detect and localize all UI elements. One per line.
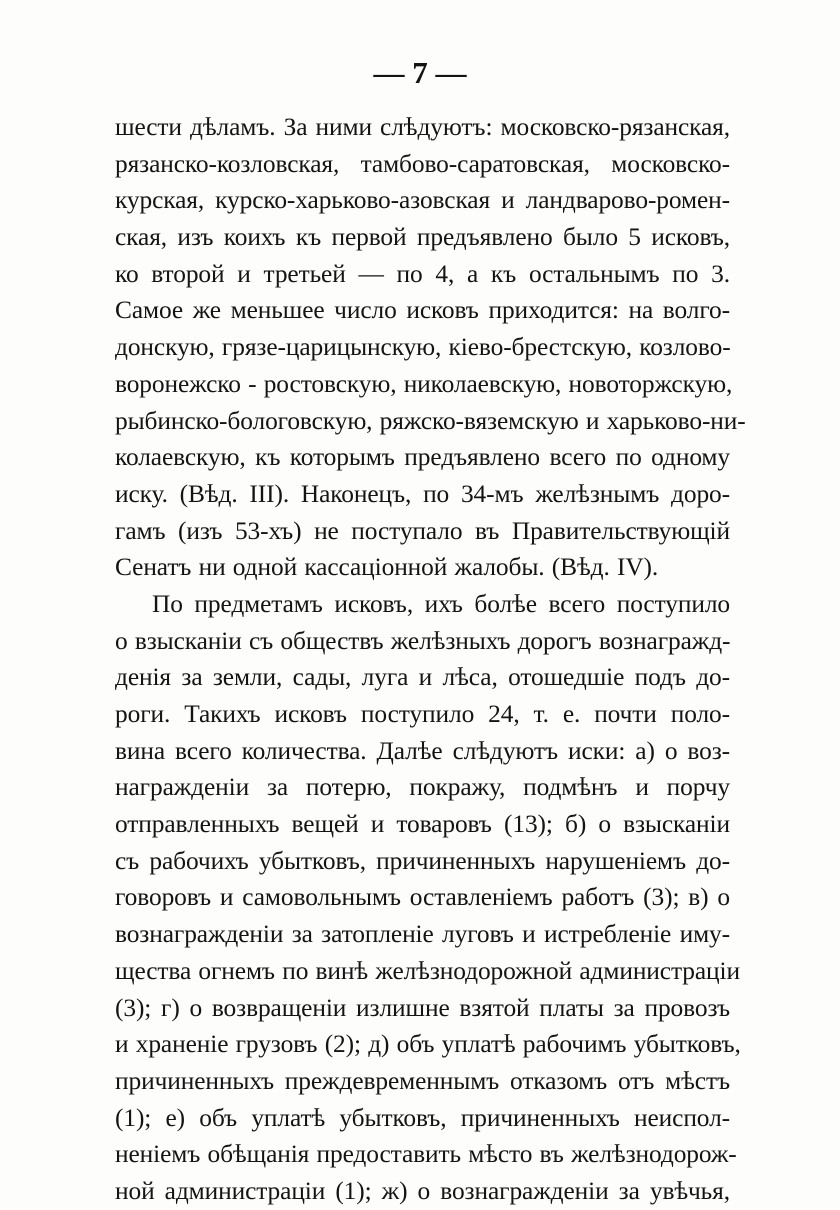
text-line: причиненныхъ преждевременнымъ отказомъ отъ мѣстъ <box>115 1066 730 1095</box>
text-line: щества огнемъ по винѣ желѣзнодорожной администраціи <box>115 956 740 985</box>
text-line: Сенатъ ни одной кассаціонной жалобы. (Вѣд. IV). <box>115 553 659 582</box>
paragraph-1 <box>115 109 746 586</box>
text-line: ко второй и третьей — по 4, а къ остальнымъ по 3. <box>115 259 730 288</box>
text-line: Самое же меньшее число исковъ приходится: на волго- <box>115 296 730 325</box>
text-line: и храненіе грузовъ (2); д) объ уплатѣ рабочимъ убытковъ, <box>115 1030 741 1059</box>
text-line: роги. Такихъ исковъ поступило 24, т. е. почти поло- <box>115 700 730 728</box>
text-line: По предметамъ исковъ, ихъ болѣе всего поступило <box>152 589 730 618</box>
text-line: отправленныхъ вещей и товаровъ (13); б) о взысканіи <box>115 810 730 839</box>
text-line: (3); г) о возвращеніи излишне взятой платы за провозъ <box>115 993 730 1022</box>
text-line: донскую, грязе-царицынскую, кіево-брестскую, козлово- <box>115 333 731 362</box>
text-line: шести дѣламъ. За ними слѣдуютъ: московско-рязанская, <box>115 113 730 141</box>
paragraph-2 <box>115 586 741 1210</box>
text-line: рязанско-козловская, тамбово-саратовская, московско- <box>115 149 730 178</box>
text-line: курская, курско-харьково-азовская и ландварово-ромен- <box>115 186 730 215</box>
text-line: иску. (Вѣд. III). Наконецъ, по 34-мъ желѣзнымъ доро- <box>115 479 730 508</box>
text-line: денія за земли, сады, луга и лѣса, отошедшіе подъ до- <box>115 663 730 692</box>
text-line: неніемъ обѣщанія предоставить мѣсто въ желѣзнодорож- <box>115 1140 737 1169</box>
text-line: вина всего количества. Далѣе слѣдуютъ иски: а) о воз- <box>115 736 730 765</box>
text-line: гамъ (изъ 53-хъ) не поступало въ Правительствующій <box>115 516 730 545</box>
text-line: говоровъ и самовольнымъ оставленіемъ работъ (3); в) о <box>115 883 730 912</box>
text-line: (1); е) объ уплатѣ убытковъ, причиненныхъ неиспол- <box>115 1103 730 1132</box>
body-text <box>115 109 746 1210</box>
text-line: ская, изъ коихъ къ первой предъявлено было 5 исковъ, <box>115 223 730 252</box>
text-line: съ рабочихъ убытковъ, причиненныхъ нарушеніемъ до- <box>115 846 730 875</box>
text-line: рыбинско-бологовскую, ряжско-вяземскую и харьково-ни- <box>115 406 746 435</box>
text-line: награжденіи за потерю, покражу, подмѣнъ и порчу <box>115 773 730 802</box>
text-line: воронежско - ростовскую, николаевскую, новоторжскую, <box>115 369 733 398</box>
text-line: ной администраціи (1); ж) о вознагражденіи за увѣчья, <box>115 1176 730 1205</box>
text-line: о взысканіи съ обществъ желѣзныхъ дорогъ вознагражд- <box>115 626 731 655</box>
text-line: вознагражденіи за затопленіе луговъ и истребленіе иму- <box>115 920 730 949</box>
text-line: колаевскую, къ которымъ предъявлено всего по одному <box>115 443 730 472</box>
page-number: — 7 — <box>373 55 467 90</box>
